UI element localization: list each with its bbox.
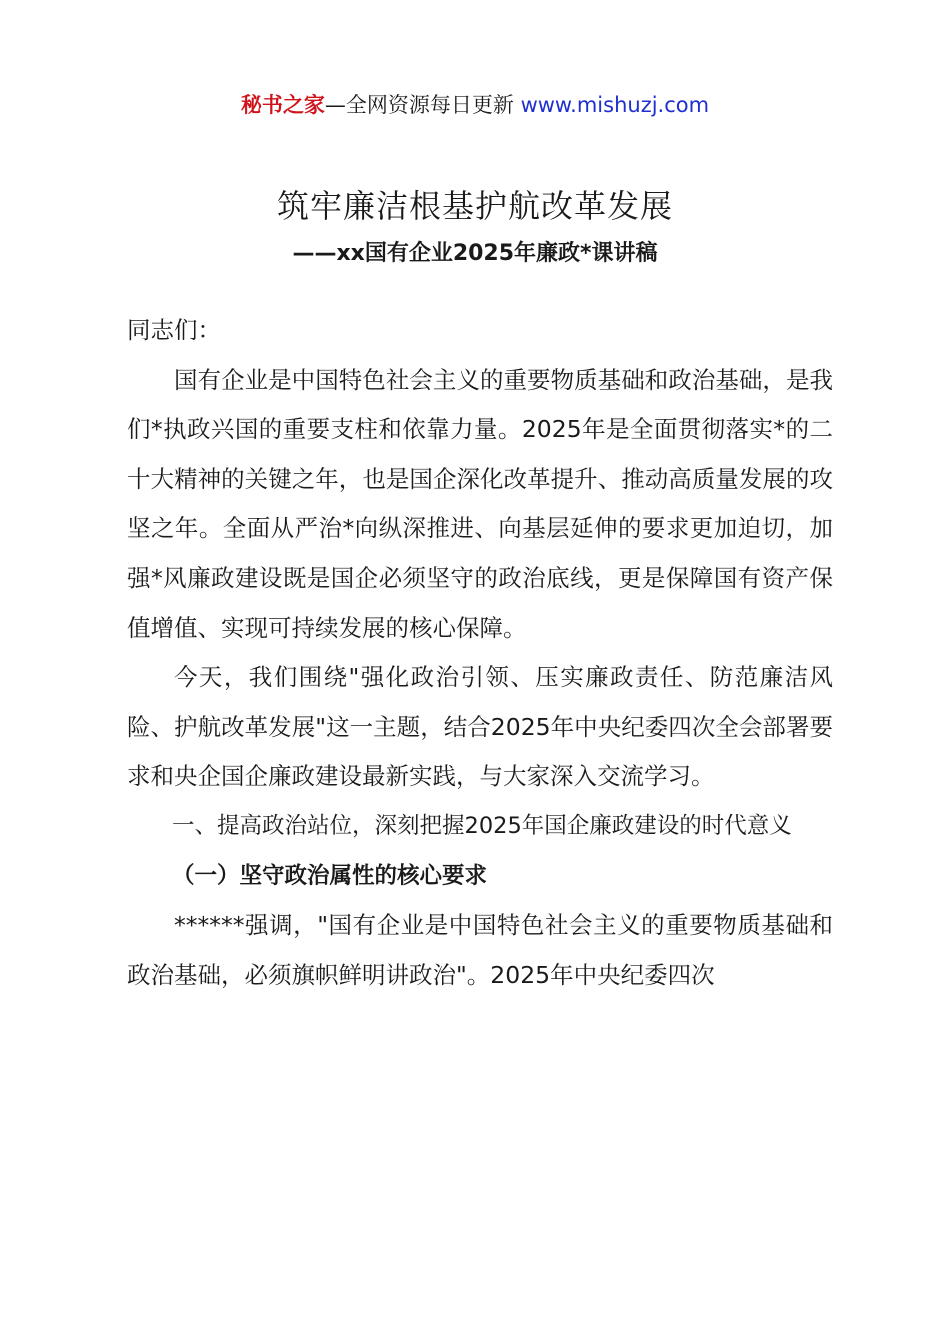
body-paragraph: ******强调，"国有企业是中国特色社会主义的重要物质基础和政治基础，必须旗帜鲜明讲政治"。2025年中央纪委四次 — [127, 911, 833, 989]
body-paragraph: 国有企业是中国特色社会主义的重要物质基础和政治基础，是我们*执政兴国的重要支柱和依靠力量。2025年是全面贯彻落实*的二十大精神的关键之年，也是国企深化改革提升、推动高质量发展的攻坚之年。全面从严治*向纵深推进、向基层延伸的要求更加迫切，加强*风廉政建设既是国企必须坚守的政治底线，更是保障国有资产保值增值、实现可持续发展的核心保障。 — [127, 365, 833, 642]
body-paragraph: 今天，我们围绕"强化政治引领、压实廉政责任、防范廉洁风险、护航改革发展"这一主题，结合2025年中央纪委四次全会部署要求和央企国企廉政建设最新实践，与大家深入交流学习。 — [127, 663, 833, 791]
site-url-link[interactable]: www.mishuzj.com — [520, 93, 710, 117]
section-heading: 一、提高政治站位，深刻把握2025年国企廉政建设的时代意义 — [172, 812, 792, 839]
site-header — [0, 88, 950, 122]
sub-heading: （一）坚守政治属性的核心要求 — [172, 862, 488, 889]
site-tagline: —全网资源每日更新 — [324, 93, 521, 117]
greeting: 同志们： — [127, 316, 221, 344]
document-subtitle: ——xx国有企业2025年廉政*课讲稿 — [292, 241, 658, 266]
document-title: 筑牢廉洁根基护航改革发展 — [276, 187, 673, 225]
brand-name: 秘书之家 — [240, 93, 325, 117]
document-body — [127, 306, 833, 1316]
